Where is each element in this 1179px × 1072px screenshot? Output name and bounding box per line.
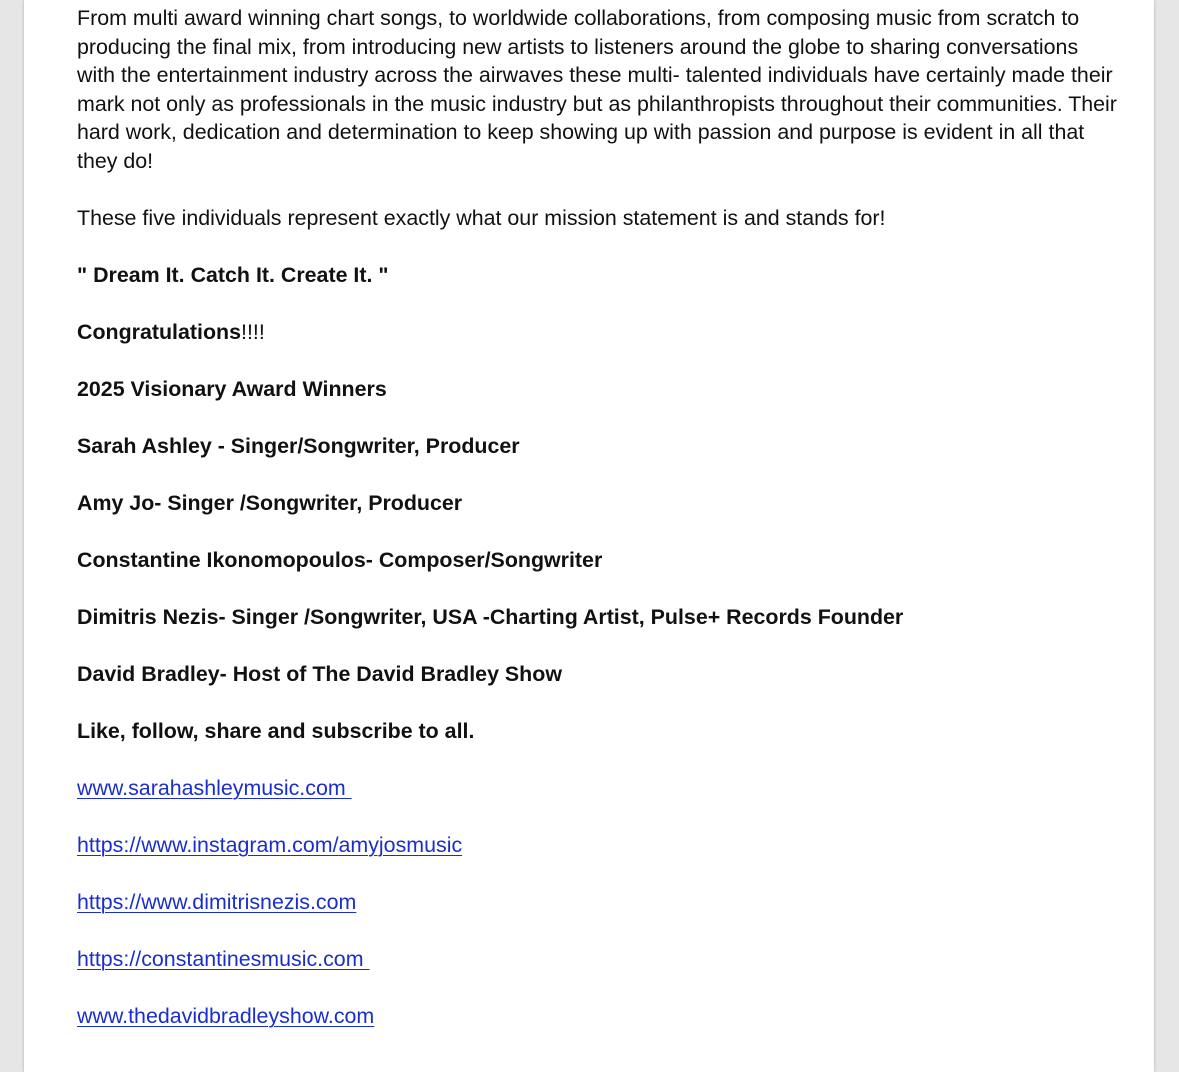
link-david-bradley-show-website[interactable]: www.thedavidbradleyshow.com bbox=[77, 1003, 375, 1028]
mission-line: These five individuals represent exactly what our mission statement is and stands for! bbox=[77, 205, 886, 230]
congratulations-exclamations: !!!! bbox=[241, 319, 265, 344]
intro-paragraph: From multi award winning chart songs, to worldwide collaborations, from composing music from scratch to producing the final mix, from introducing new artists to listeners around the globe to sharing conversations with the entertainment industry across the airwaves these multi- talented individuals have certainly made their mark not only as professionals in the music industry but as philanthropists throughout their communities. Their hard work, dedication and determination to keep showing up with passion and purpose is evident in all that they do! bbox=[77, 6, 1117, 173]
winner-david-bradley: David Bradley- Host of The David Bradley Show bbox=[77, 661, 562, 686]
congratulations-text: Congratulations bbox=[77, 319, 241, 344]
winner-constantine-ikonomopoulos: Constantine Ikonomopoulos- Composer/Songwriter bbox=[77, 547, 603, 572]
winner-dimitris-nezis: Dimitris Nezis- Singer /Songwriter, USA -Charting Artist, Pulse+ Records Founder bbox=[77, 604, 904, 629]
link-constantine-website[interactable]: https://constantinesmusic.com bbox=[77, 946, 370, 971]
link-row-david-bradley bbox=[77, 1002, 1117, 1031]
award-heading: 2025 Visionary Award Winners bbox=[77, 376, 387, 401]
motto: " Dream It. Catch It. Create It. " bbox=[77, 262, 389, 287]
link-amy-jo-instagram[interactable]: https://www.instagram.com/amyjosmusic bbox=[77, 832, 463, 857]
link-row-sarah-ashley bbox=[77, 774, 1117, 803]
winner-amy-jo: Amy Jo- Singer /Songwriter, Producer bbox=[77, 490, 463, 515]
link-row-amy-jo bbox=[77, 831, 1117, 860]
link-row-constantine bbox=[77, 945, 1117, 974]
link-dimitris-nezis-website[interactable]: https://www.dimitrisnezis.com bbox=[77, 889, 357, 914]
call-to-action: Like, follow, share and subscribe to all. bbox=[77, 718, 475, 743]
document-page bbox=[24, 0, 1154, 1072]
link-row-dimitris-nezis bbox=[77, 888, 1117, 917]
document-body bbox=[77, 4, 1117, 1059]
link-sarah-ashley-website[interactable]: www.sarahashleymusic.com bbox=[77, 775, 352, 800]
winner-sarah-ashley: Sarah Ashley - Singer/Songwriter, Producer bbox=[77, 433, 520, 458]
congratulations-line bbox=[77, 318, 1117, 347]
